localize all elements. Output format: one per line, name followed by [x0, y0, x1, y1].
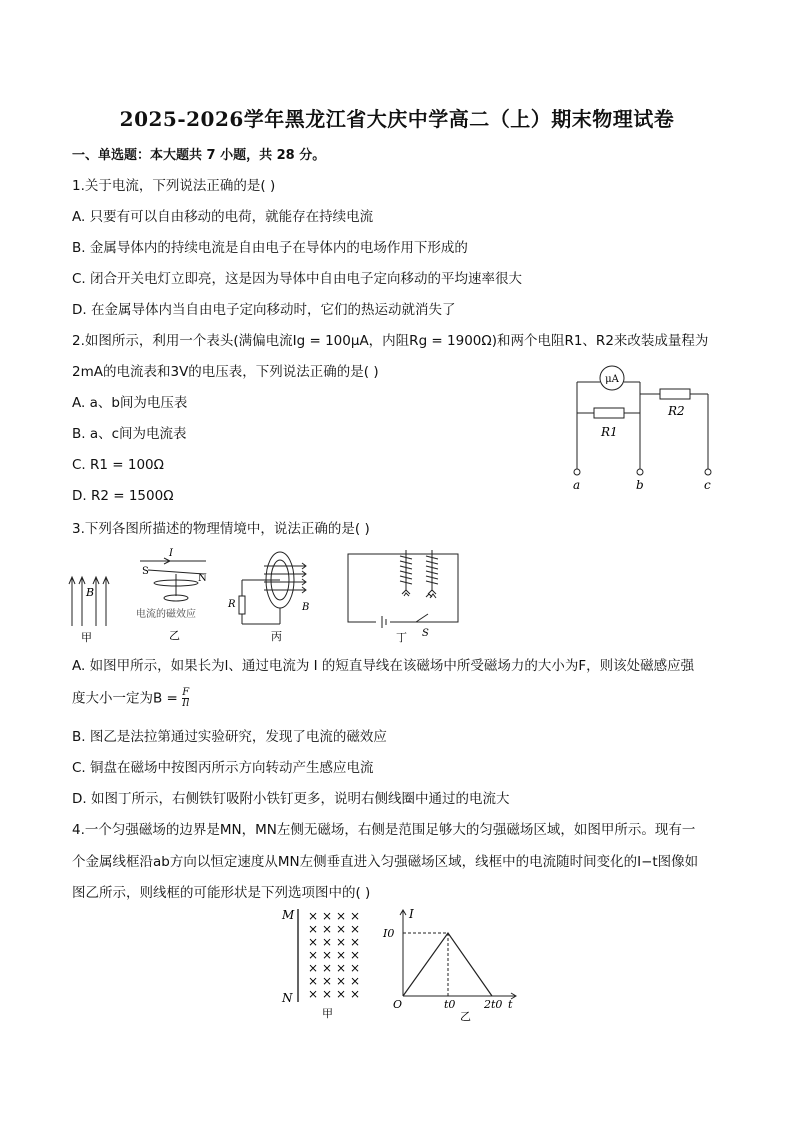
i-axis-label: I [409, 907, 414, 921]
q3-option-a-text: 度大小一定为B = [72, 690, 178, 707]
field-cross-icon: × [308, 909, 319, 923]
field-cross-icon: × [322, 987, 333, 1001]
field-cross-icon: × [350, 961, 361, 975]
q1-option-a: A. 只要有可以自由移动的电荷，就能存在持续电流 [72, 209, 374, 225]
field-cross-icon: × [336, 987, 347, 1001]
q1-option-c: C. 闭合开关电灯立即亮，这是因为导体中自由电子定向移动的平均速率很大 [72, 271, 523, 287]
q3-option-b: B. 图乙是法拉第通过实验研究，发现了电流的磁效应 [72, 729, 387, 745]
t-axis-label: t [508, 998, 513, 1011]
bing-b-label: B [302, 602, 310, 613]
n-label: N [282, 991, 293, 1005]
q2-circuit-diagram [560, 362, 720, 494]
field-cross-icon: × [308, 935, 319, 949]
q4-jia-label: 甲 [322, 1007, 333, 1020]
field-cross-icon: × [308, 961, 319, 975]
yi-label: 乙 [169, 629, 180, 642]
jia-label: 甲 [81, 631, 92, 644]
resistor-r2-icon [660, 389, 690, 399]
q4-yi-label: 乙 [460, 1010, 471, 1022]
page-title: 2025-2026学年黑龙江省大庆中学高二（上）期末物理试卷 [119, 107, 675, 131]
field-cross-icon: × [322, 948, 333, 962]
field-cross-icon: × [336, 948, 347, 962]
yi-current-label: I [169, 548, 173, 559]
yi-caption: 电流的磁效应 [136, 609, 196, 620]
bing-label: 丙 [271, 630, 282, 643]
q2-option-a: A. a、b间为电压表 [72, 395, 188, 411]
figure-bing-copper-disk [239, 552, 306, 624]
ding-switch-label: S [422, 628, 429, 639]
figure-yi-compass [140, 558, 206, 601]
jia-b-label: B [86, 586, 95, 599]
field-cross-icon: × [336, 961, 347, 975]
q4-stem-line3: 图乙所示，则线框的可能形状是下列选项图中的( ) [72, 885, 371, 901]
field-cross-icon: × [322, 922, 333, 936]
terminal-b-icon [637, 469, 643, 475]
q2-stem-line2: 2mA的电流表和3V的电压表，下列说法正确的是( ) [72, 364, 379, 380]
fraction-f-over-il [182, 688, 189, 709]
t0-label: t0 [444, 998, 456, 1011]
field-cross-icon: × [350, 909, 361, 923]
field-cross-icon: × [336, 974, 347, 988]
field-cross-icon: × [322, 974, 333, 988]
r2-label: R2 [668, 404, 685, 418]
fraction-numerator: F [182, 687, 190, 698]
field-cross-icon: × [350, 935, 361, 949]
resistor-r1-icon [594, 408, 624, 418]
field-cross-icon: × [322, 935, 333, 949]
yi-s-label: S [142, 566, 149, 577]
field-cross-icon: × [350, 922, 361, 936]
figure-ding-electromagnets [348, 550, 458, 628]
section-heading: 一、单选题：本大题共 7 小题，共 28 分。 [72, 148, 326, 163]
m-label: M [282, 908, 295, 922]
meter-label: μA [605, 374, 619, 385]
terminal-a-icon [574, 469, 580, 475]
field-cross-icon: × [308, 922, 319, 936]
i-t-graph [400, 910, 516, 999]
terminal-a-label: a [573, 478, 581, 492]
q2-option-b: B. a、c间为电流表 [72, 426, 187, 442]
q2-stem-line1: 2.如图所示，利用一个表头(满偏电流Ig = 100μA，内阻Rg = 1900Ω)和两个电阻R1、R2来改装成量程为 [72, 333, 709, 349]
field-cross-icon: × [308, 974, 319, 988]
yi-n-label: N [198, 573, 207, 584]
q4-stem-line1: 4.一个匀强磁场的边界是MN，MN左侧无磁场，右侧是范围足够大的匀强磁场区域，如图甲所示。现有一 [72, 822, 696, 838]
field-cross-icon: × [336, 909, 347, 923]
field-cross-icon: × [336, 935, 347, 949]
2t0-label: 2t0 [484, 998, 503, 1011]
field-cross-icon: × [336, 922, 347, 936]
ding-label: 丁 [396, 631, 407, 644]
magnetic-field-crosses [308, 909, 360, 1001]
field-cross-icon: × [322, 909, 333, 923]
q3-figures [66, 544, 476, 644]
q3-option-a-line2 [72, 688, 189, 709]
terminal-c-icon [705, 469, 711, 475]
field-cross-icon: × [350, 974, 361, 988]
terminal-b-label: b [636, 478, 644, 492]
fraction-denominator: Il [182, 698, 190, 709]
field-cross-icon: × [322, 961, 333, 975]
field-cross-icon: × [350, 987, 361, 1001]
q4-figures [278, 904, 528, 1022]
r1-label: R1 [601, 425, 618, 439]
terminal-c-label: c [704, 478, 711, 492]
field-cross-icon: × [350, 948, 361, 962]
q3-option-d: D. 如图丁所示，右侧铁钉吸附小铁钉更多，说明右侧线圈中通过的电流大 [72, 791, 510, 807]
i0-label: I0 [383, 927, 395, 940]
figure-jia-field-lines [69, 577, 109, 626]
q4-stem-line2: 个金属线框沿ab方向以恒定速度从MN左侧垂直进入匀强磁场区域，线框中的电流随时间变化的I−t图像如 [72, 854, 699, 870]
q1-stem: 1.关于电流，下列说法正确的是( ) [72, 178, 276, 194]
field-cross-icon: × [308, 948, 319, 962]
q3-option-c: C. 铜盘在磁场中按图丙所示方向转动产生感应电流 [72, 760, 374, 776]
q3-option-a-line1: A. 如图甲所示，如果长为l、通过电流为 I 的短直导线在该磁场中所受磁场力的大小为F，则该处磁感应强 [72, 658, 695, 674]
q3-stem: 3.下列各图所描述的物理情境中，说法正确的是( ) [72, 521, 370, 537]
q2-option-c: C. R1 = 100Ω [72, 457, 164, 473]
q1-option-b: B. 金属导体内的持续电流是自由电子在导体内的电场作用下形成的 [72, 240, 468, 256]
q2-option-d: D. R2 = 1500Ω [72, 488, 174, 504]
bing-r-label: R [228, 599, 236, 610]
q1-option-d: D. 在金属导体内当自由电子定向移动时，它们的热运动就消失了 [72, 302, 456, 318]
field-cross-icon: × [308, 987, 319, 1001]
origin-label: O [393, 998, 403, 1011]
